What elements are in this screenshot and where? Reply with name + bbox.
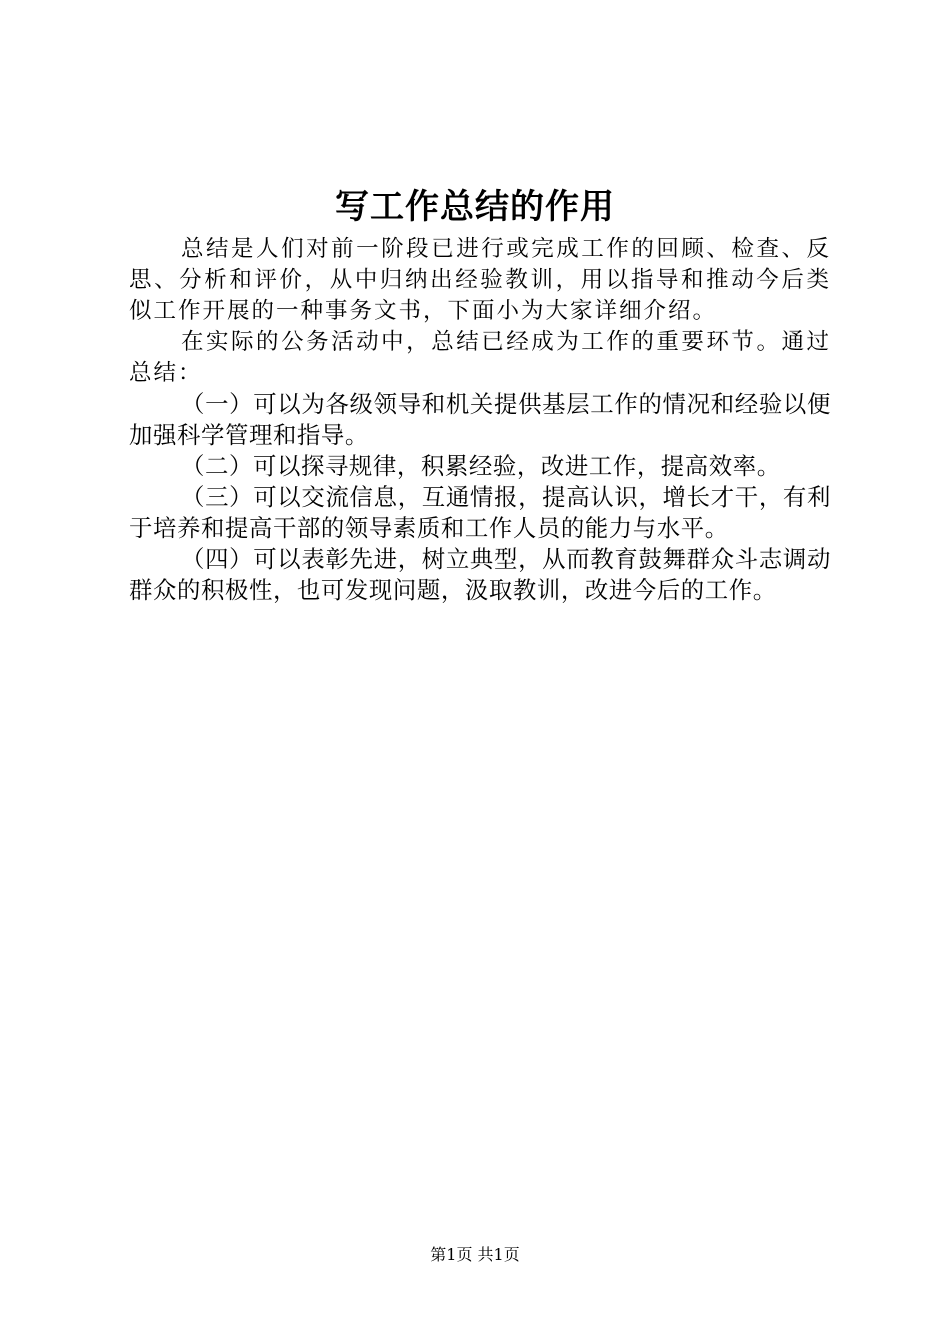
point-paragraph: （一）可以为各级领导和机关提供基层工作的情况和经验以便加强科学管理和指导。 (129, 390, 831, 449)
document-title: 写工作总结的作用 (335, 187, 615, 227)
intro-paragraph: 总结是人们对前一阶段已进行或完成工作的回顾、检查、反思、分析和评价，从中归纳出经验教训，用以指导和推动今后类似工作开展的一种事务文书，下面小为大家详细介绍。 (129, 236, 831, 324)
document-body (129, 234, 831, 606)
intro-paragraph: 在实际的公务活动中，总结已经成为工作的重要环节。通过总结： (129, 329, 831, 386)
point-paragraph: （二）可以探寻规律，积累经验，改进工作，提高效率。 (181, 452, 781, 480)
point-paragraph: （三）可以交流信息，互通情报，提高认识，增长才干，有利于培养和提高干部的领导素质和工作人员的能力与水平。 (129, 483, 831, 542)
point-paragraph: （四）可以表彰先进，树立典型，从而教育鼓舞群众斗志调动群众的积极性，也可发现问题，汲取教训，改进今后的工作。 (129, 545, 831, 604)
page-number-footer: 第1页 共1页 (430, 1245, 520, 1264)
